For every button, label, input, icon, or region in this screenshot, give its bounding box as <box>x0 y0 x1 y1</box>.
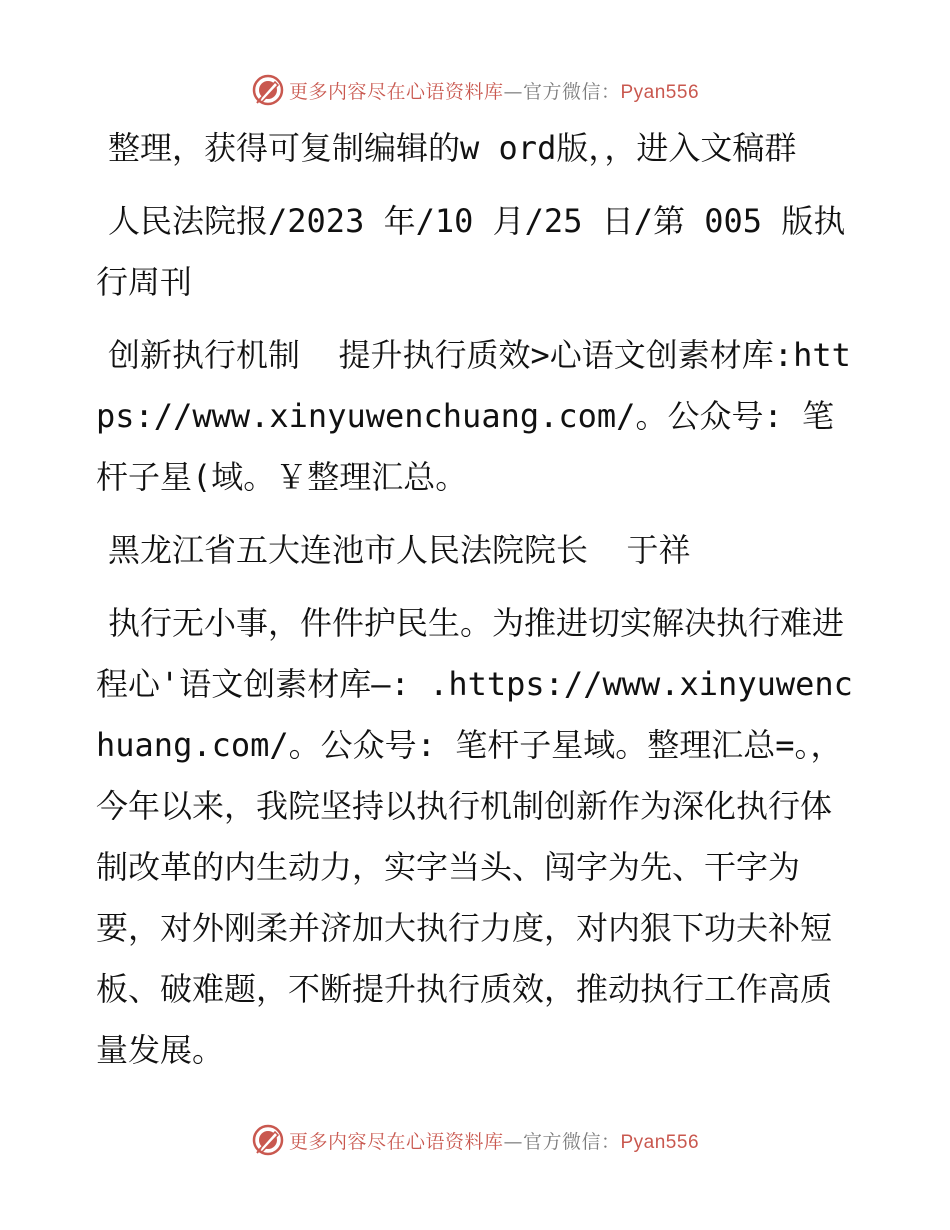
banner-handle: Pyan556 <box>620 81 700 103</box>
quill-seal-icon <box>251 73 285 107</box>
footer-banner <box>0 1120 950 1160</box>
paragraph-body: 执行无小事，件件护民生。为推进切实解决执行难进程心'语文创素材库—: .https://www.xinyuwenchuang.com/。公众号: 笔杆子星域。整理汇总=。，今年以来，我院坚持以执行机制创新作为深化执行体制改革的内生动力，实字当头、闯字为先、干字为要，对外刚柔并济加大执行力度，对内狠下功夫补短板、破难题，不断提升执行质效，推动执行工作高质量发展。 <box>96 604 853 1069</box>
banner-title: 更多内容尽在心语资料库 <box>288 80 504 103</box>
banner-text <box>289 77 699 104</box>
banner-dash: — <box>503 1130 523 1153</box>
quill-seal-icon <box>251 1123 285 1157</box>
document-body <box>96 118 856 1093</box>
paragraph-intro: 整理，获得可复制编辑的w ord版，，进入文稿群 <box>108 129 797 167</box>
paragraph-author: 黑龙江省五大连池市人民法院院长 于祥 <box>108 531 691 569</box>
paragraph-headline: 创新执行机制 提升执行质效>心语文创素材库:https://www.xinyuwenchuang.com/。公众号: 笔杆子星(域。￥整理汇总。 <box>96 336 851 496</box>
header-banner <box>0 70 950 110</box>
banner-dash: — <box>503 80 523 103</box>
banner-title: 更多内容尽在心语资料库 <box>288 1130 504 1153</box>
banner-wechat-label: 官方微信： <box>522 80 621 103</box>
banner-text <box>289 1127 699 1154</box>
paragraph-source: 人民法院报/2023 年/10 月/25 日/第 005 版执行周刊 <box>96 202 846 301</box>
banner-wechat-label: 官方微信： <box>522 1130 621 1153</box>
banner-handle: Pyan556 <box>620 1131 700 1153</box>
